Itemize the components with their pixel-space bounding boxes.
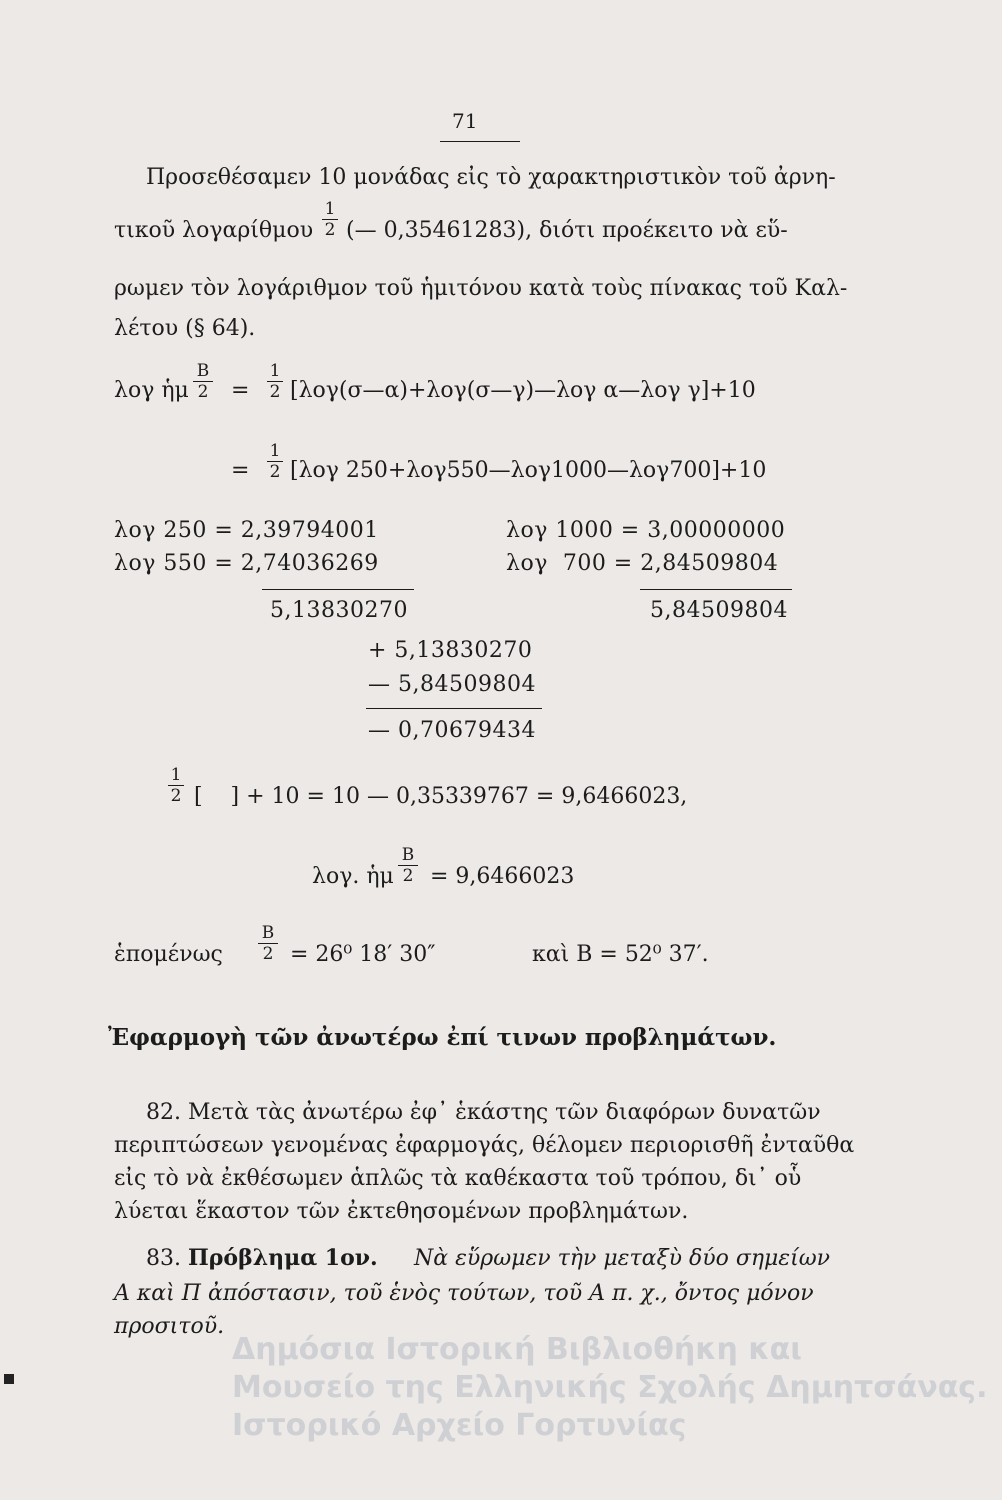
half-den: 2 — [170, 786, 182, 806]
eq2-rhs: [λογ 250+λογ550—λογ1000—λογ700]+10 — [290, 458, 767, 483]
calc-result: — 0,70679434 — [368, 718, 536, 743]
logsin-rhs: = 9,6466023 — [430, 864, 575, 889]
eq2-equals: = — [231, 458, 250, 483]
para83-line1: Νὰ εὕρωμεν τὴν μεταξὺ δύο σημείων — [414, 1246, 831, 1271]
log-250: λογ 250 = 2,39794001 — [114, 518, 379, 543]
para82-line2: περιπτώσεων γενομένας ἐφαρμογάς, θέλομεν περιορισθῆ ἐνταῦθα — [114, 1133, 855, 1158]
header-rule — [440, 141, 520, 142]
log-1000: λογ 1000 = 3,00000000 — [506, 518, 786, 543]
watermark-line1: Δημόσια Ιστορική Βιβλιοθήκη και — [232, 1332, 802, 1367]
half-fraction — [168, 766, 184, 805]
result-angle: = 26⁰ 18′ 30″ — [290, 942, 436, 967]
para1-frac-num: 1 — [324, 199, 336, 219]
log-700: λογ 700 = 2,84509804 — [506, 551, 779, 576]
para83-problem-title: Πρόβλημα 1ον. — [188, 1245, 378, 1271]
para82-line4: λύεται ἕκαστον τῶν ἐκτεθησομένων προβλημάτων. — [114, 1199, 689, 1224]
eq1-rhs-den: 2 — [269, 382, 281, 402]
half-expression: [ ] + 10 = 10 — 0,35339767 = 9,6466023, — [194, 784, 688, 809]
eq1-rhs-fraction — [267, 362, 283, 401]
para1-line2b: (— 0,35461283), διότι προέκειτο νὰ εὕ- — [346, 218, 788, 243]
result-num: B — [261, 923, 275, 943]
para83-number: 83. — [146, 1246, 181, 1271]
eq1-rhs-num: 1 — [269, 361, 281, 381]
para83-line2: A καὶ Π ἀπόστασιν, τοῦ ἑνὸς τούτων, τοῦ A π. χ., ὄντος μόνον — [114, 1281, 814, 1306]
eq1-rhs: [λογ(σ—α)+λογ(σ—γ)—λογ α—λογ γ]+10 — [290, 378, 756, 403]
eq1-lhs-fraction — [193, 362, 213, 401]
result-angle-b: καὶ B = 52⁰ 37′. — [532, 942, 709, 967]
logsin-num: B — [401, 845, 415, 865]
section-heading: Ἐφαρμογὴ τῶν ἀνωτέρω ἐπί τινων προβλημάτων. — [108, 1024, 777, 1051]
calc-minus: — 5,84509804 — [368, 672, 536, 697]
log-sum-b: 5,84509804 — [650, 598, 788, 623]
para82-line3: εἰς τὸ νὰ ἐκθέσωμεν ἁπλῶς τὰ καθέκαστα τοῦ τρόπου, δι᾽ οὗ — [114, 1166, 802, 1191]
scan-edge-mark — [4, 1374, 14, 1384]
logsin-lhs: λογ. ἡμ — [312, 864, 394, 889]
logsin-den: 2 — [402, 866, 414, 886]
para82-line1: 82. Μετὰ τὰς ἀνωτέρω ἐφ᾽ ἑκάστης τῶν διαφόρων δυνατῶν — [146, 1100, 821, 1125]
half-num: 1 — [170, 765, 182, 785]
para1-fraction — [322, 200, 338, 239]
para1-line1: Προσεθέσαμεν 10 μονάδας εἰς τὸ χαρακτηριστικὸν τοῦ ἀρνη- — [146, 165, 836, 190]
sum-rule-a — [262, 589, 414, 590]
para83-line3: προσιτοῦ. — [114, 1314, 225, 1339]
sum-rule-b — [640, 589, 792, 590]
para1-line3: ρωμεν τὸν λογάριθμον τοῦ ἡμιτόνου κατὰ τοὺς πίνακας τοῦ Καλ- — [114, 276, 848, 301]
log-550: λογ 550 = 2,74036269 — [114, 551, 379, 576]
watermark-line3: Ιστορικό Αρχείο Γορτυνίας — [232, 1408, 687, 1443]
para1-line2a: τικοῦ λογαρίθμου — [114, 218, 314, 243]
para1-line4: λέτου (§ 64). — [114, 316, 256, 341]
calc-rule — [366, 708, 542, 709]
result-fraction — [258, 924, 278, 963]
page-number: 71 — [452, 109, 478, 133]
eq1-lhs: λογ ἡμ — [114, 378, 189, 403]
eq1-lhs-num: B — [196, 361, 210, 381]
eq2-den: 2 — [269, 462, 281, 482]
logsin-fraction — [398, 846, 418, 885]
result-den: 2 — [262, 944, 274, 964]
eq1-equals: = — [231, 378, 250, 403]
watermark-line2: Μουσείο της Ελληνικής Σχολής Δημητσάνας. — [232, 1370, 988, 1405]
eq2-fraction — [267, 442, 283, 481]
calc-plus: + 5,13830270 — [368, 638, 533, 663]
eq1-lhs-den: 2 — [197, 382, 209, 402]
result-lead: ἑπομένως — [114, 942, 223, 967]
eq2-num: 1 — [269, 441, 281, 461]
para1-frac-den: 2 — [324, 220, 336, 240]
log-sum-a: 5,13830270 — [270, 598, 408, 623]
